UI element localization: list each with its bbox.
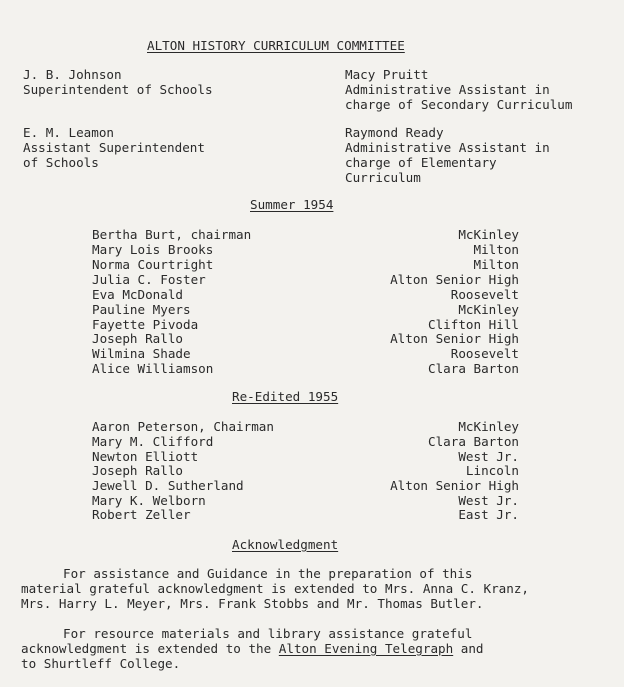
member-school: McKinley bbox=[458, 419, 519, 434]
member-name: Bertha Burt, chairman bbox=[92, 227, 252, 242]
page-title: ALTON HISTORY CURRICULUM COMMITTEE bbox=[147, 38, 405, 53]
official-name: E. M. Leamon bbox=[23, 125, 114, 140]
official-role: Administrative Assistant in bbox=[345, 82, 550, 97]
member-school: Clifton Hill bbox=[428, 317, 519, 332]
reedited-heading: Re-Edited 1955 bbox=[232, 389, 339, 404]
member-name: Robert Zeller bbox=[92, 507, 191, 522]
newspaper-title: Alton Evening Telegraph bbox=[278, 641, 454, 656]
member-school: Clara Barton bbox=[428, 361, 519, 376]
official-role: charge of Elementary bbox=[345, 155, 497, 170]
member-name: Mary Lois Brooks bbox=[92, 242, 214, 257]
member-name: Joseph Rallo bbox=[92, 331, 183, 346]
member-name: Wilmina Shade bbox=[92, 346, 191, 361]
official-role: Curriculum bbox=[345, 170, 421, 185]
member-school: Milton bbox=[473, 257, 519, 272]
official-role: charge of Secondary Curriculum bbox=[345, 97, 573, 112]
acknowledgment-text: and bbox=[453, 641, 484, 656]
member-name: Aaron Peterson, Chairman bbox=[92, 419, 274, 434]
member-school: Alton Senior High bbox=[390, 272, 519, 287]
member-name: Newton Elliott bbox=[92, 449, 199, 464]
acknowledgment-paragraph-line: Mrs. Harry L. Meyer, Mrs. Frank Stobbs and Mr. Thomas Butler. bbox=[21, 596, 484, 611]
member-school: McKinley bbox=[458, 227, 519, 242]
member-school: Alton Senior High bbox=[390, 331, 519, 346]
member-name: Julia C. Foster bbox=[92, 272, 206, 287]
member-name: Alice Williamson bbox=[92, 361, 214, 376]
official-role: Assistant Superintendent bbox=[23, 140, 205, 155]
member-name: Joseph Rallo bbox=[92, 463, 183, 478]
member-school: West Jr. bbox=[458, 493, 519, 508]
member-school: Milton bbox=[473, 242, 519, 257]
member-name: Jewell D. Sutherland bbox=[92, 478, 244, 493]
official-name: Macy Pruitt bbox=[345, 67, 429, 82]
official-role: Superintendent of Schools bbox=[23, 82, 213, 97]
member-name: Mary M. Clifford bbox=[92, 434, 214, 449]
acknowledgment-paragraph-line bbox=[21, 641, 484, 656]
official-role: Administrative Assistant in bbox=[345, 140, 550, 155]
member-school: Lincoln bbox=[465, 463, 519, 478]
member-school: West Jr. bbox=[458, 449, 519, 464]
official-role: of Schools bbox=[23, 155, 99, 170]
acknowledgment-text: acknowledgment is extended to the bbox=[21, 641, 279, 656]
member-school: McKinley bbox=[458, 302, 519, 317]
member-name: Pauline Myers bbox=[92, 302, 191, 317]
acknowledgment-heading: Acknowledgment bbox=[232, 537, 339, 552]
summer-heading: Summer 1954 bbox=[250, 197, 334, 212]
acknowledgment-paragraph-line: to Shurtleff College. bbox=[21, 656, 181, 671]
acknowledgment-paragraph-line: For assistance and Guidance in the preparation of this bbox=[63, 566, 473, 581]
acknowledgment-paragraph-line: material grateful acknowledgment is extended to Mrs. Anna C. Kranz, bbox=[21, 581, 529, 596]
member-school: Alton Senior High bbox=[390, 478, 519, 493]
member-school: Roosevelt bbox=[450, 287, 519, 302]
member-name: Norma Courtright bbox=[92, 257, 214, 272]
official-name: J. B. Johnson bbox=[23, 67, 122, 82]
member-school: Roosevelt bbox=[450, 346, 519, 361]
member-name: Fayette Pivoda bbox=[92, 317, 199, 332]
official-name: Raymond Ready bbox=[345, 125, 444, 140]
member-school: East Jr. bbox=[458, 507, 519, 522]
member-name: Mary K. Welborn bbox=[92, 493, 206, 508]
member-school: Clara Barton bbox=[428, 434, 519, 449]
member-name: Eva McDonald bbox=[92, 287, 183, 302]
acknowledgment-paragraph-line: For resource materials and library assistance grateful bbox=[63, 626, 473, 641]
